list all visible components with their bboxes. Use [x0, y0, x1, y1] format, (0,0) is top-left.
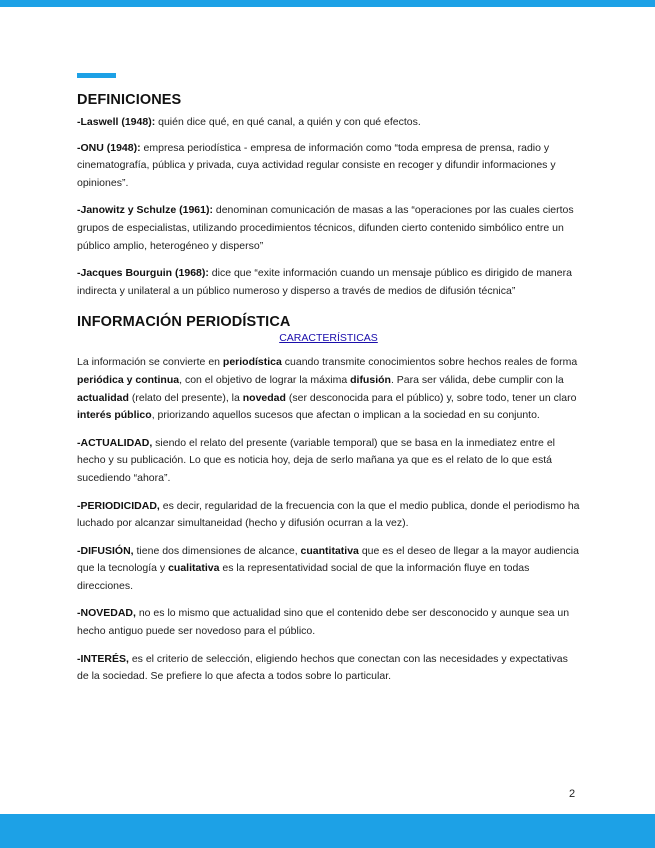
text: , con el objetivo de lograr la máxima: [179, 373, 351, 386]
item-novedad: [77, 605, 580, 640]
term: -Jacques Bourguin (1968):: [77, 267, 209, 280]
term: -ONU (1948):: [77, 141, 141, 154]
section-accent-line: [77, 73, 116, 78]
item-text: siendo el relato del presente (variable temporal) que se basa en la inmediatez entre el hecho y su publicación. Lo que es noticia hoy, deja de serlo mañana ya que es el relato de lo que está sucediendo “ahora”.: [77, 436, 555, 484]
text: , priorizando aquellos sucesos que afectan o implican a la sociedad en su conjunto.: [151, 409, 540, 422]
page-number: 2: [569, 788, 576, 800]
item-periodicidad: [77, 498, 580, 533]
definition-janowitz: [77, 202, 580, 255]
item-interes: [77, 651, 580, 686]
bold-text: periódica y continua: [77, 373, 180, 386]
item-text: no es lo mismo que actualidad sino que el contenido debe ser desconocido y aunque sea un hecho antiguo puede ser novedoso para el público.: [77, 607, 570, 638]
bold-text: periodística: [222, 356, 282, 369]
text: tiene dos dimensiones de alcance,: [133, 544, 301, 557]
bold-text: difusión: [350, 373, 391, 386]
term: -DIFUSIÓN,: [77, 544, 134, 557]
intro-paragraph: [77, 354, 580, 424]
definition-text: dice que “exite información cuando un mensaje público es dirigido de manera indirecta y unilateral a un público numeroso y disperso a través de medios de difusión técnica”: [77, 267, 572, 297]
heading-definiciones: DEFINICIONES: [77, 92, 182, 108]
page-content: [77, 92, 580, 696]
bottom-accent-bar: [0, 814, 655, 848]
text: es la representatividad social de que la información fluye en todas direcciones.: [77, 562, 530, 592]
top-accent-bar: [0, 0, 655, 7]
definition-text: denominan comunicación de masas a las “operaciones por las cuales ciertos grupos de especialistas, utilizando procedimientos técnicos, difunden cierto contenido simbólico entre un público amplio, heterogéneo y disperso”: [77, 204, 574, 252]
term: -Janowitz y Schulze (1961):: [77, 204, 213, 217]
term: -INTERÉS,: [77, 652, 129, 665]
text: . Para ser válida, debe cumplir con la: [390, 373, 564, 386]
bold-text: actualidad: [77, 391, 129, 404]
bold-text: novedad: [242, 391, 286, 404]
definition-text: empresa periodística - empresa de información como “toda empresa de prensa, radio y cinematografía, pública y privada, cuya actividad regular consiste en recoger y difundir informaciones y opiniones”.: [77, 141, 556, 189]
item-actualidad: [77, 435, 580, 488]
definition-bourguin: [77, 265, 580, 300]
term: -NOVEDAD,: [77, 607, 136, 620]
bold-text: cuantitativa: [300, 544, 359, 557]
term: -PERIODICIDAD,: [77, 499, 160, 512]
item-text: es decir, regularidad de la frecuencia con la que el medio publica, donde el periodismo ha luchado por alcanzar simultaneidad (hecho y difusión ocurran a la vez).: [77, 499, 580, 530]
item-text: es el criterio de selección, eligiendo hechos que conectan con las necesidades y expectativas de la sociedad. Se prefiere lo que afecta a todos sobre lo particular.: [77, 652, 568, 683]
text: (ser desconocida para el público) y, sobre todo, tener un claro: [285, 391, 577, 404]
definition-laswell: [77, 114, 580, 132]
text: La información se convierte en: [77, 356, 223, 369]
definition-text: quién dice qué, en qué canal, a quién y con qué efectos.: [155, 116, 421, 128]
term: -Laswell (1948):: [77, 116, 156, 128]
definition-onu: [77, 140, 580, 193]
caracteristicas-link[interactable]: CARACTERÍSTICAS: [279, 332, 378, 345]
bold-text: cualitativa: [168, 562, 220, 575]
bold-text: interés público: [77, 409, 152, 422]
term: -ACTUALIDAD,: [77, 436, 153, 449]
text: (relato del presente), la: [128, 391, 243, 404]
item-difusion: [77, 543, 580, 596]
text: que es el deseo de llegar a la mayor audiencia que la tecnología y: [77, 544, 579, 575]
text: cuando transmite conocimientos sobre hechos reales de forma: [281, 356, 578, 369]
heading-informacion-periodistica: INFORMACIÓN PERIODÍSTICA: [77, 314, 291, 331]
